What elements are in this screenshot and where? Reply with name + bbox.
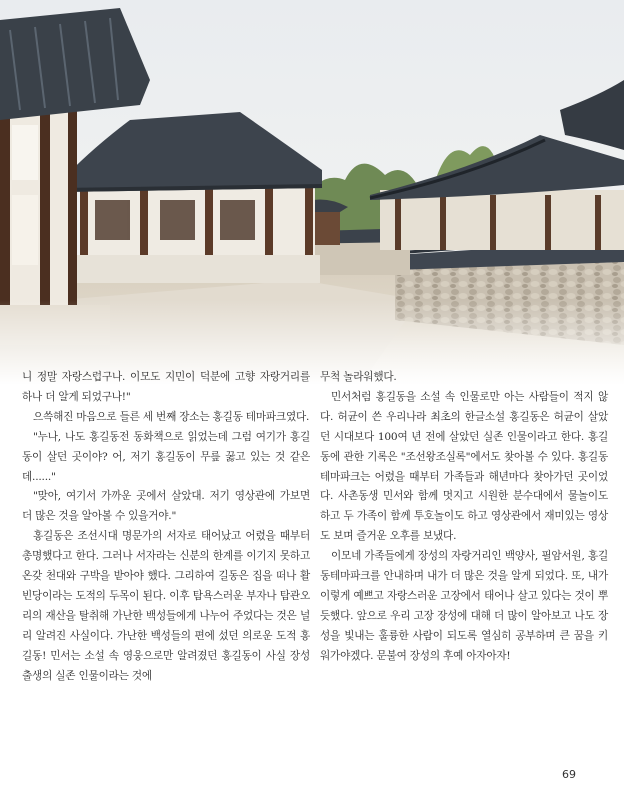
page-number: 69: [562, 768, 576, 781]
paragraph: 무척 놀라워했다.: [320, 371, 397, 383]
right-text-column: [320, 368, 608, 667]
hanok-village-photo: [0, 0, 624, 385]
paragraph: 홍길동은 조선시대 명문가의 서자로 태어났고 어렸을 때부터 총명했다고 한다. 그러나 서자라는 신분의 한계를 이기지 못하고 온갖 천대와 구박을 받아야 했다. 그리하여 길동은 집을 떠나 활빈당이라는 도적의 두목이 된다. 이후 탐욕스러운 부자나 탐관오리의 재산을 탈취해 가난한 백성들에게 나누어 주었다는 것은 널리 알려진 사실이다. 가난한 백성들의 편에 섰던 의로운 도적 홍길동! 민서는 소설 속 영웅으로만 알려졌던 홍길동이 사실 장성 출생의 실존 인물이라는 것에: [22, 530, 310, 682]
paragraph: 민서처럼 홍길동을 소설 속 인물로만 아는 사람들이 적지 않다. 허균이 쓴 우리나라 최초의 한글소설 홍길동은 허균이 살았던 시대보다 100여 년 전에 살았던 실존 인물이라고 한다. 홍길동에 관한 기록은 "조선왕조실록"에서도 찾아볼 수 있다. 홍길동 테마파크는 어렸을 때부터 가족들과 해년마다 찾아가던 곳이었다. 사촌동생 민서와 함께 멋지고 시원한 분수대에서 물놀이도 하고 두 가족이 함께 투호놀이도 하고 영상관에서 재미있는 영상도 보며 즐거운 오후를 보냈다.: [320, 390, 608, 543]
paragraph: "누나, 나도 홍길동전 동화책으로 읽었는데 그럼 여기가 홍길동이 살던 곳이야? 어, 저기 홍길동이 무릎 꿇고 있는 것 같은데......": [22, 430, 310, 483]
paragraph: "맞아, 여기서 가까운 곳에서 살았대. 저기 영상관에 가보면 더 많은 것을 알아볼 수 있을거야.": [22, 490, 310, 523]
paragraph: 으쓱해진 마음으로 들른 세 번째 장소는 홍길동 테마파크였다.: [33, 410, 310, 423]
paragraph: 니 정말 자랑스럽구나. 이모도 지민이 덕분에 고향 자랑거리를 하나 더 알게 되었구나!": [22, 371, 310, 403]
left-text-column: [22, 368, 310, 687]
paragraph: 이모네 가족들에게 장성의 자랑거리인 백양사, 필암서원, 홍길동테마파크를 안내하며 내가 더 많은 것을 알게 되었다. 또, 내가 이렇게 예쁘고 자랑스러운 고장에서 태어나 살고 있다는 것이 뿌듯했다. 앞으로 우리 고장 장성에 대해 더 많이 알아보고 나도 장성을 빛내는 훌륭한 사람이 되도록 열심히 공부하며 큰 꿈을 키워가야겠다. 문불여 장성의 후예 아자아자!: [320, 550, 608, 662]
